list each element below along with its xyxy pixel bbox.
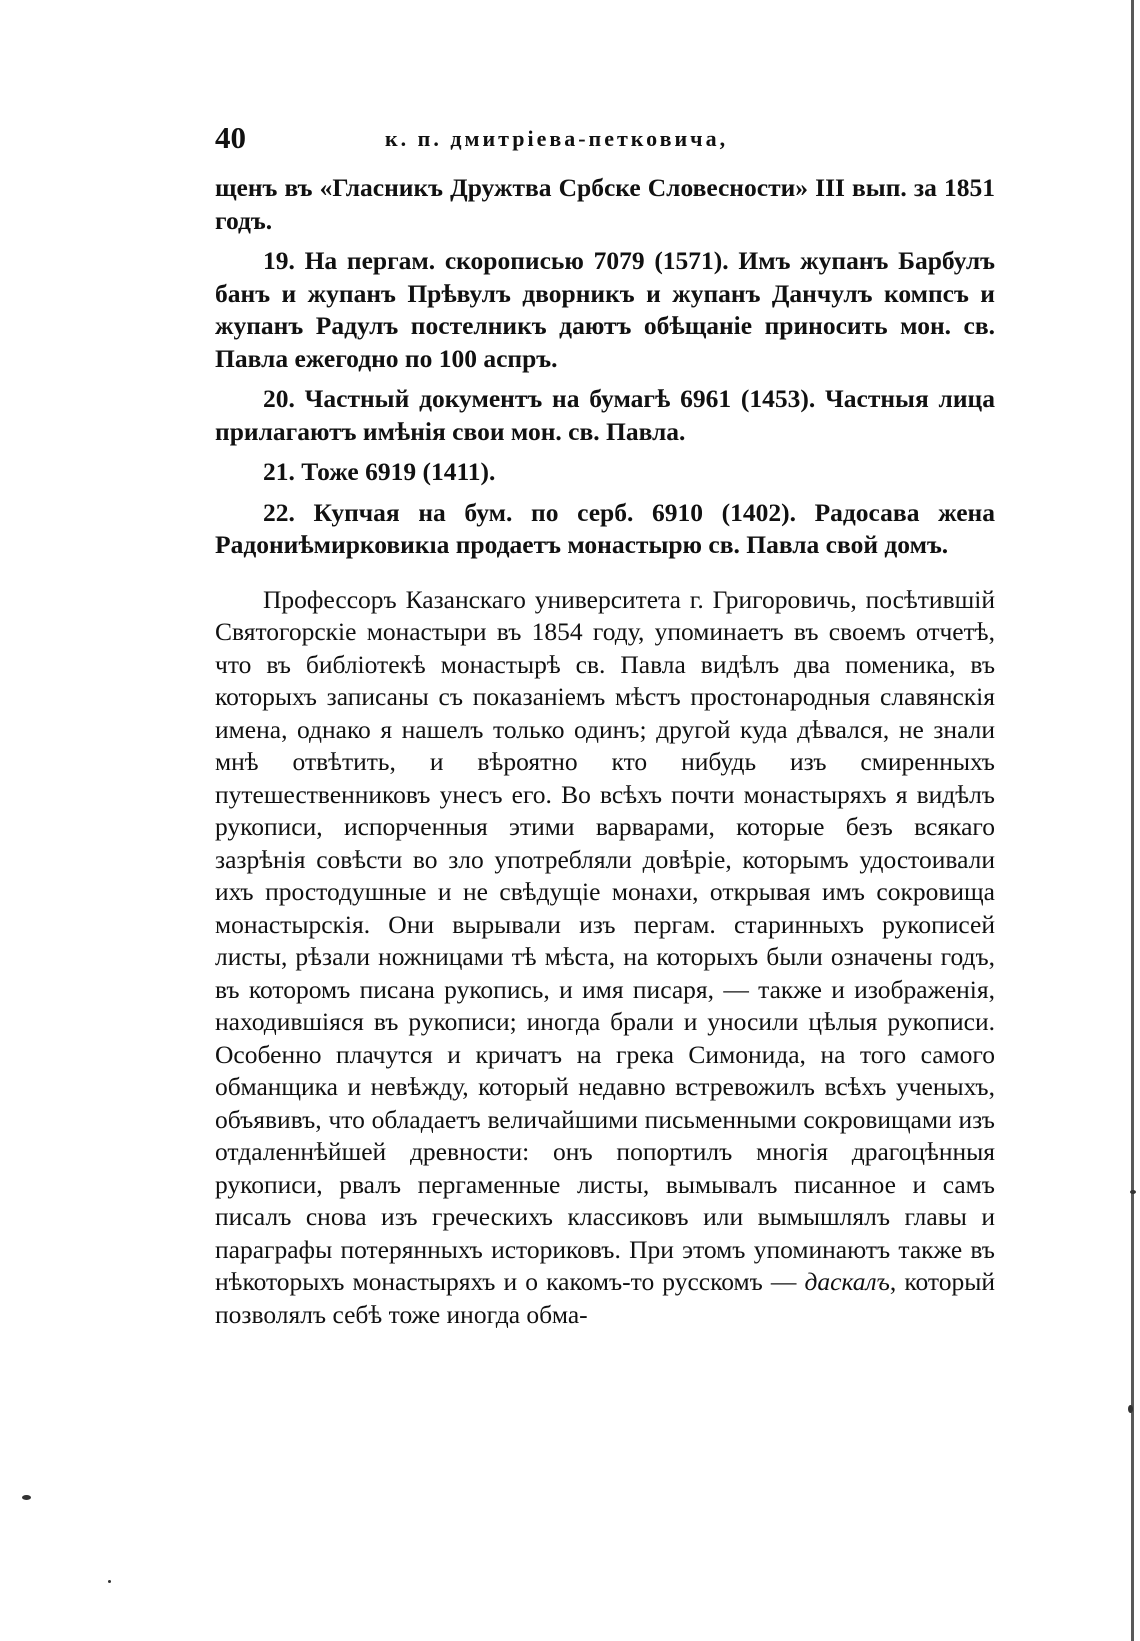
main-paragraph-ending: , который позволялъ себѣ тоже иногда обма- bbox=[215, 1267, 995, 1329]
italic-term: даскалъ bbox=[804, 1267, 890, 1296]
scan-speck bbox=[1128, 1405, 1133, 1413]
document-list bbox=[215, 172, 995, 562]
list-item-21: 21. Тоже 6919 (1411). bbox=[263, 457, 496, 486]
page-header bbox=[215, 120, 995, 160]
scan-edge-line bbox=[1131, 0, 1134, 1641]
scan-speck bbox=[22, 1495, 31, 1500]
list-item-22: 22. Купчая на бум. по серб. 6910 (1402). Радосава жена Радониѣмирковикıа продаетъ монастырю св. Павла свой домъ. bbox=[215, 497, 995, 559]
main-paragraph bbox=[215, 584, 995, 1332]
scan-speck bbox=[1130, 1190, 1136, 1194]
paragraph-continuation: щенъ въ «Гласникъ Дружтва Србске Словесности» III вып. за 1851 годъ. bbox=[215, 173, 995, 235]
body-text bbox=[215, 172, 995, 1331]
page-number: 40 bbox=[215, 120, 246, 155]
running-title: к. п. дмитріева-петковича, bbox=[385, 126, 729, 151]
list-item-20: 20. Частный документъ на бумагѣ 6961 (1453). Частныя лица прилагаютъ имѣнія свои мон. св. Павла. bbox=[215, 384, 995, 446]
main-paragraph-text: Профессоръ Казанскаго университета г. Григоровичь, посѣтившій Святогорскіе монастыри въ 1854 году, упоминаетъ въ своемъ отчетѣ, что въ библіотекѣ монастырѣ св. Павла видѣлъ два поменика, въ которыхъ записаны съ показаніемъ мѣстъ простонародныя славянскія имена, однако я нашелъ только одинъ; другой куда дѣвался, не знали мнѣ отвѣтить, и вѣроятно кто нибудь изъ смиренныхъ путешественниковъ унесъ его. Во всѣхъ почти монастыряхъ я видѣлъ рукописи, испорченныя этими варварами, которые безъ всякаго зазрѣнія совѣсти во зло употребляли довѣріе, которымъ удостоивали ихъ простодушные и не свѣдущіе монахи, открывая имъ сокровища монастырскія. Они вырывали изъ пергам. старинныхъ рукописей листы, рѣзали ножницами тѣ мѣста, на которыхъ были означены годъ, въ которомъ писана рукопись, и имя писаря, — также и изображенія, находившіяся въ рукописи; иногда брали и уносили цѣлыя рукописи. Особенно плачутся и кричатъ на грека Симонида, на того самого обманщика и невѣжду, который недавно встревожилъ всѣхъ ученыхъ, объявивъ, что обладаетъ величайшими письменными сокровищами изъ отдаленнѣйшей древности: онъ попортилъ многія драгоцѣнныя рукописи, рвалъ пергаменные листы, вымывалъ писанное и самъ писалъ снова изъ греческихъ классиковъ или вымышлялъ главы и параграфы потерянныхъ историковъ. При этомъ упоминаютъ также въ нѣкоторыхъ монастыряхъ и о какомъ-то русскомъ — bbox=[215, 584, 995, 1296]
scan-speck bbox=[108, 1580, 111, 1583]
list-item-19: 19. На пергам. скорописью 7079 (1571). Имъ жупанъ Барбулъ банъ и жупанъ Прѣвулъ дворникъ и жупанъ Данчулъ компсъ и жупанъ Радулъ постелникъ даютъ обѣщаніе приносить мон. св. Павла ежегодно по 100 аспръ. bbox=[215, 246, 995, 373]
